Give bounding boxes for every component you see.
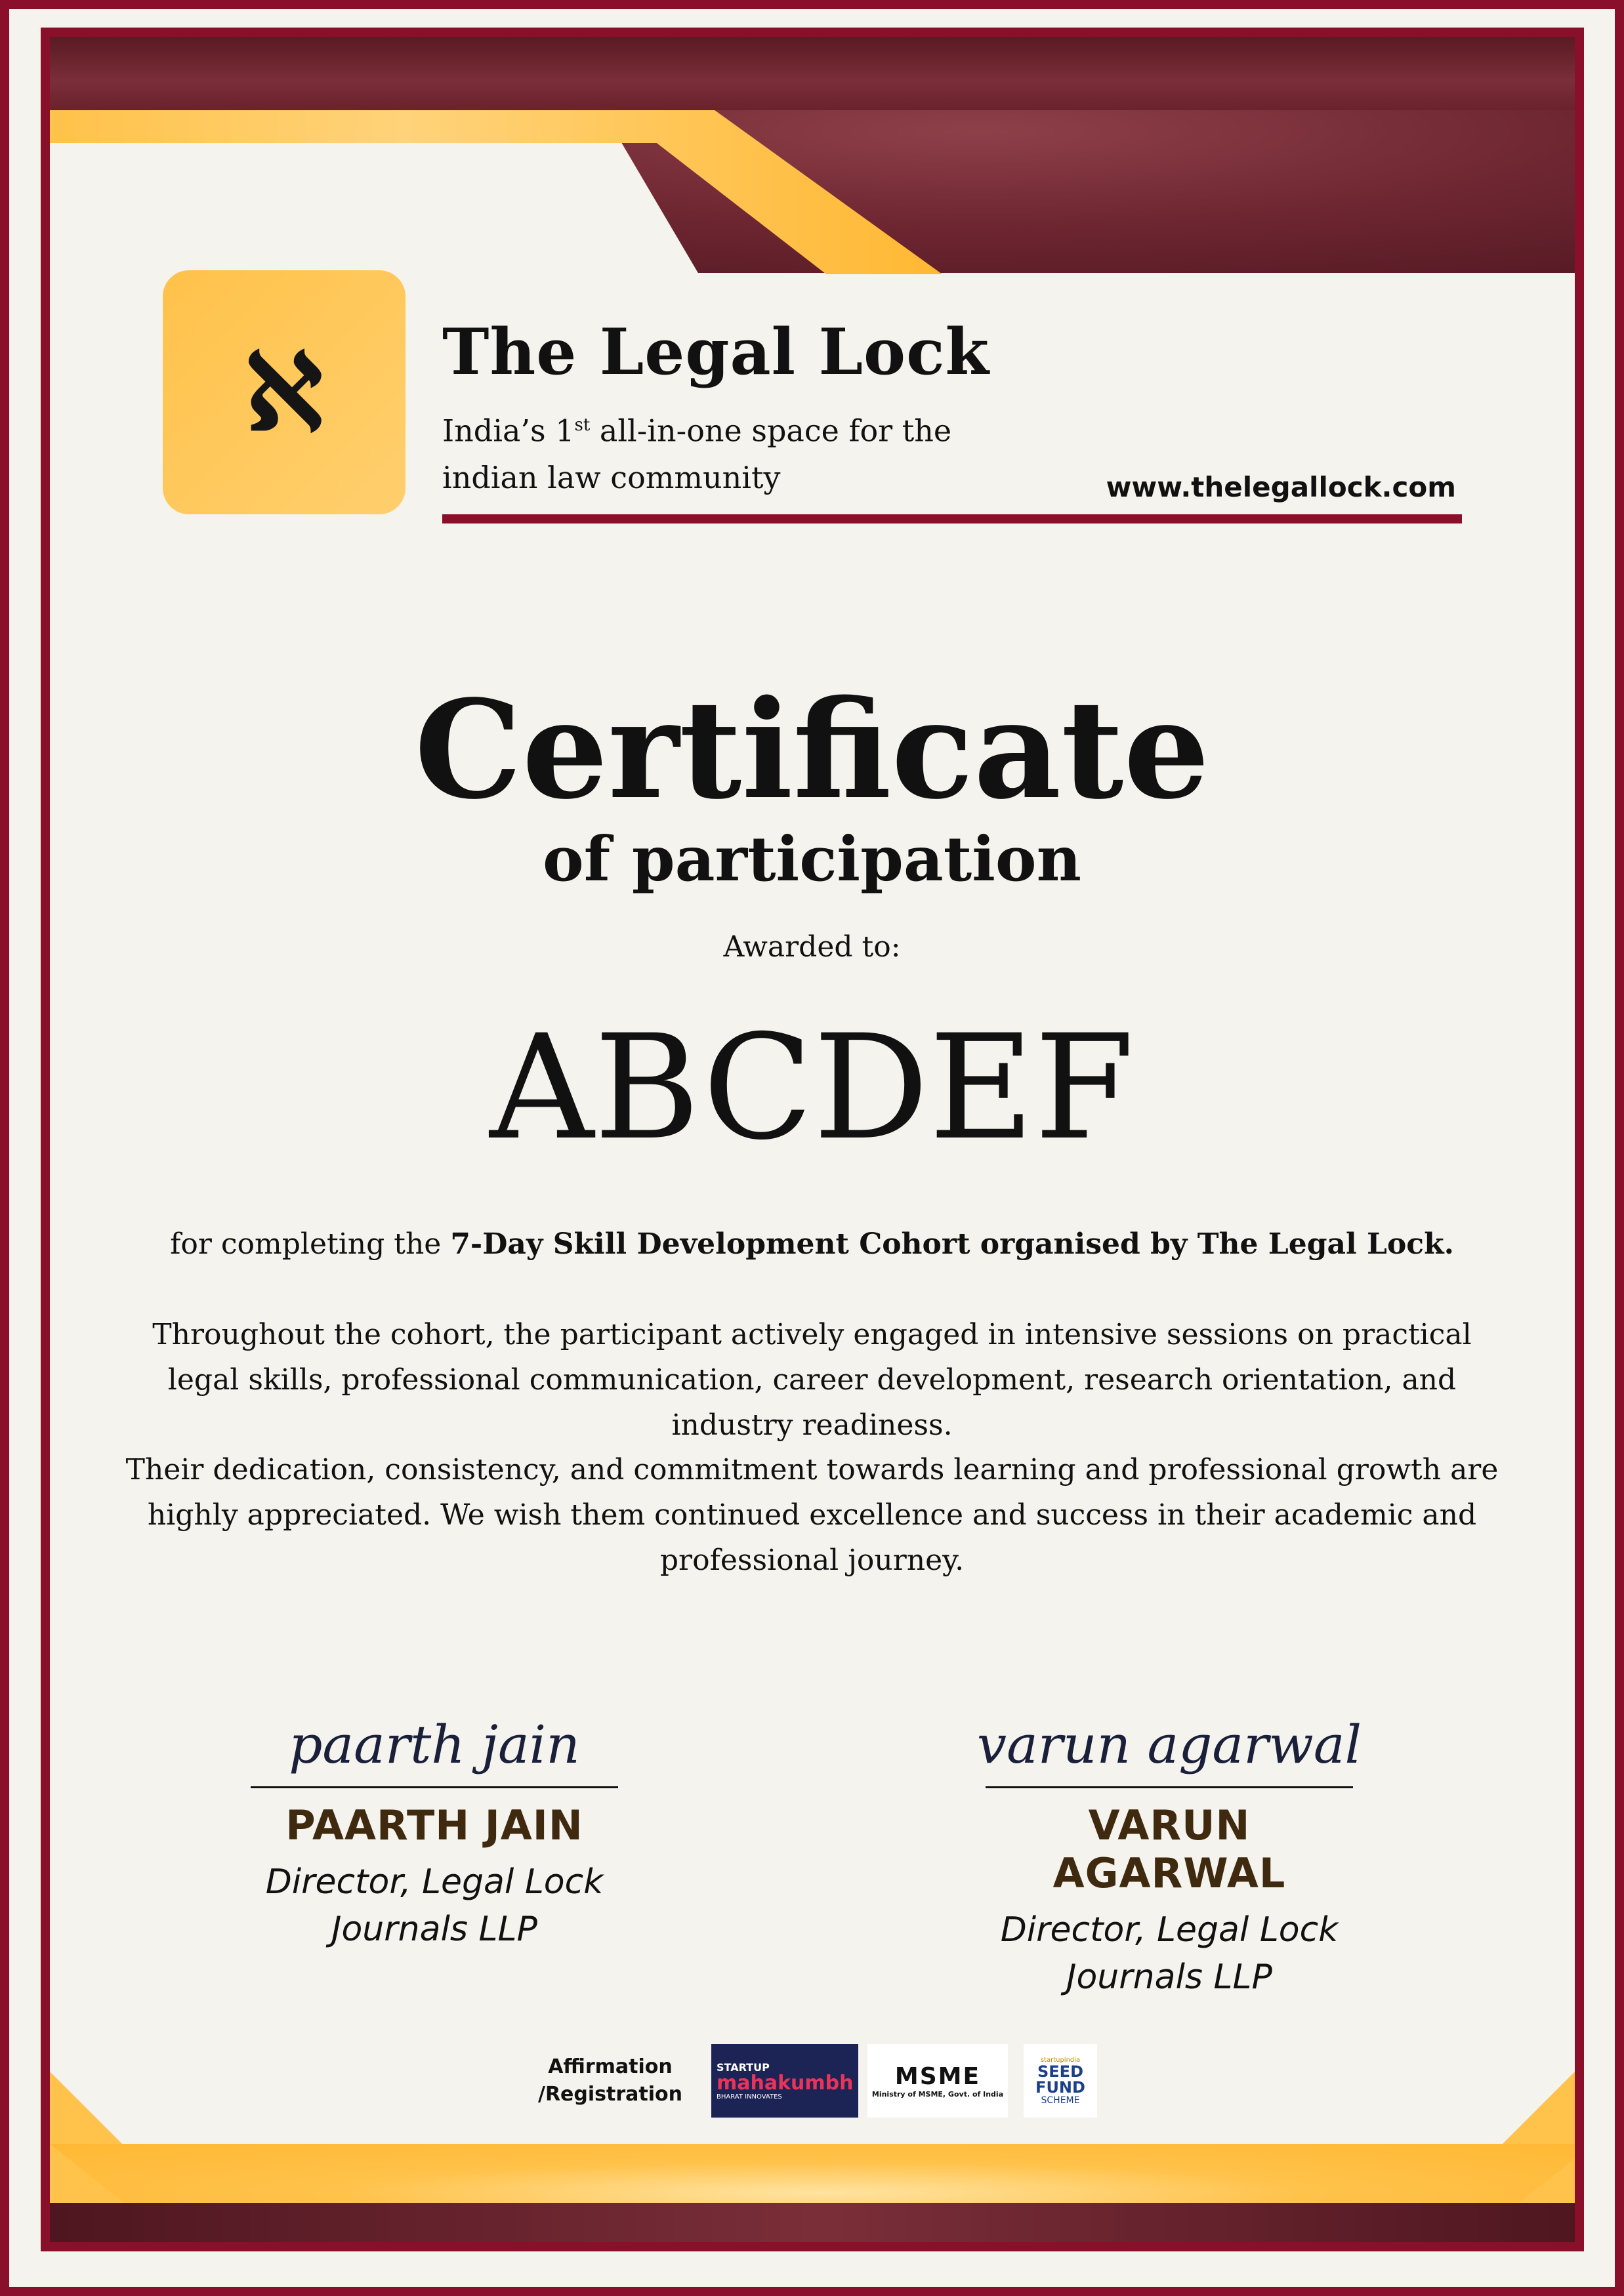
affirmation-label: Affirmation /Registration <box>538 2055 682 2106</box>
signatory-name: VARUN AGARWAL <box>1052 1801 1286 1897</box>
signature-varun: varun agarwal <box>976 1714 1362 1775</box>
signatory-name: PAARTH JAIN <box>285 1801 583 1849</box>
brand-logo <box>163 270 406 514</box>
startup-mahakumbh-badge: STARTUP mahakumbh BHARAT INNOVATES <box>711 2044 858 2118</box>
bottom-maroon-strip <box>50 2203 1584 2242</box>
appreciation-statement: Their dedication, consistency, and commitment towards learning and professional growth are highly appreciated. We wish them continued excellence and success in their academic and professional journey. <box>125 1453 1499 1577</box>
top-maroon-strip <box>50 37 1584 110</box>
brand-title: The Legal Lock <box>442 315 990 389</box>
signatory-role: Director, Legal Lock Journals LLP <box>265 1862 604 1949</box>
signatory-role: Director, Legal Lock Journals LLP <box>1000 1910 1339 1997</box>
msme-badge: MSME Ministry of MSME, Govt. of India <box>867 2044 1008 2118</box>
certificate-subtitle: of participation <box>543 823 1081 895</box>
certificate-title: Certificate <box>414 670 1210 829</box>
seed-fund-badge: startupindia SEED FUND SCHEME <box>1024 2044 1097 2118</box>
completion-statement: for completing the 7-Day Skill Development Cohort organised by The Legal Lock. <box>170 1227 1454 1261</box>
signatory-left <box>231 1709 638 1953</box>
cohort-description: Throughout the cohort, the participant actively engaged in intensive sessions on practical legal skills, professional communication, career development, research orientation, and industry readiness. <box>152 1318 1472 1442</box>
signature-paarth: paarth jain <box>289 1714 580 1775</box>
brand-tagline: India’s 1st all-in-one space for the indian law community <box>442 413 952 496</box>
logo-icon: ℵ <box>245 331 323 454</box>
signature-line <box>986 1786 1353 1788</box>
signature-line <box>251 1786 618 1788</box>
awarded-label: Awarded to: <box>723 930 901 964</box>
brand-url[interactable]: www.thelegallock.com <box>1106 471 1456 503</box>
signatory-right <box>966 1709 1373 2001</box>
header-divider <box>442 514 1462 523</box>
recipient-name: ABCDEF <box>489 1004 1135 1172</box>
